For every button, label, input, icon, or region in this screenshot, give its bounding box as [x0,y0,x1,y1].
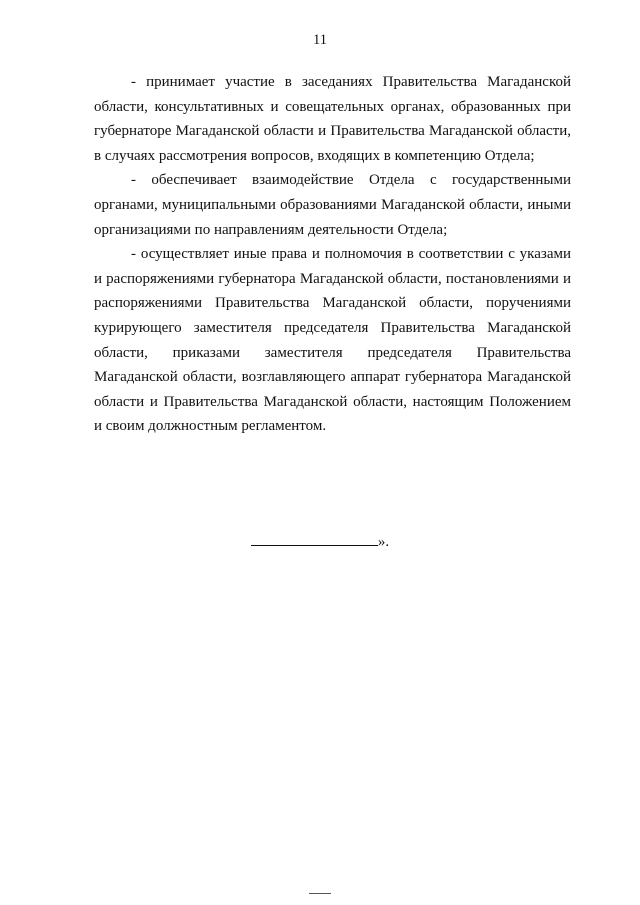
signature-underline [251,531,378,546]
closing-quote-mark: ». [377,534,390,550]
paragraph-participation: - принимает участие в заседаниях Правительства Магаданской области, консультативных и совещательных органах, образованных при губернаторе Магаданской области и Правительства Магаданской области, в случаях рассмотрения вопросов, входящих в компетенцию Отдела; [94,74,571,164]
closing-line [0,531,640,551]
paragraph-other-rights: - осуществляет иные права и полномочия в соответствии с указами и распоряжениями губернатора Магаданской области, постановлениями и распоряжениями Правительства Магаданской области, поручениями курирующего заместителя председателя Правительства Магаданской области, приказами заместителя председателя Правительства Магаданской области, возглавляющего аппарат губернатора Магаданской области и Правительства Магаданской области, настоящим Положением и своим должностным регламентом. [94,246,571,435]
footer-divider [309,893,331,894]
page-number: 11 [313,32,327,48]
paragraph-interaction: - обеспечивает взаимодействие Отдела с государственными органами, муниципальными образованиями Магаданской области, иными организациями по направлениям деятельности Отдела; [94,172,571,238]
document-body [94,70,571,439]
